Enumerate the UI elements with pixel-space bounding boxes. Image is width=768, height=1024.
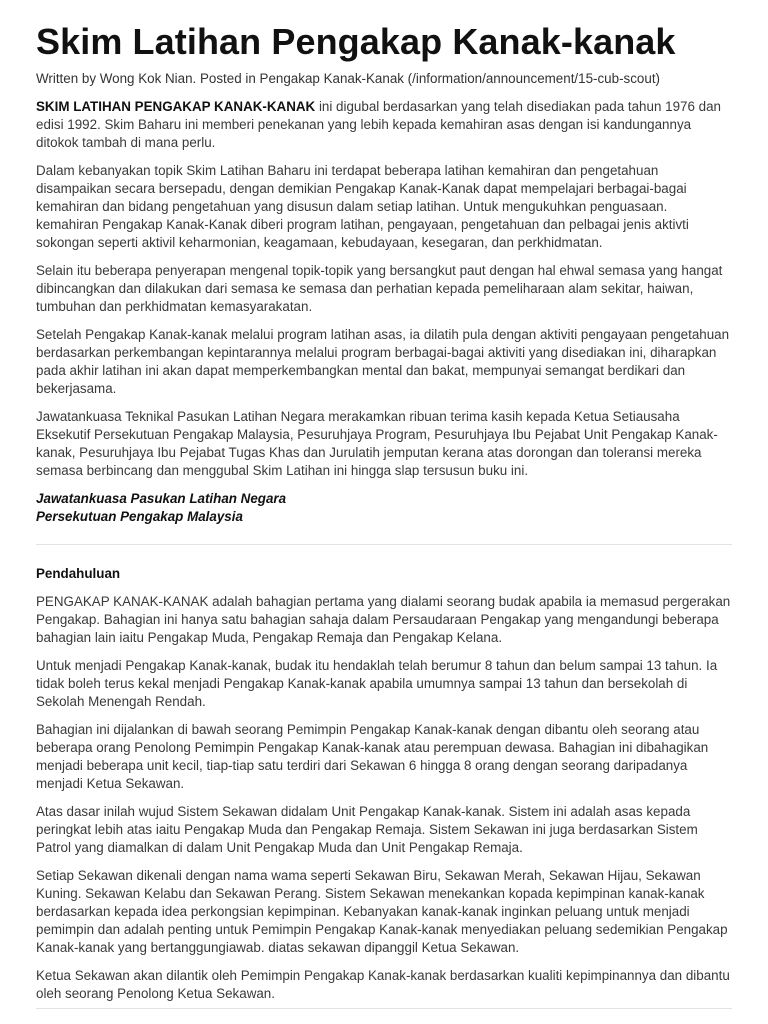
section-paragraph: Setiap Sekawan dikenali dengan nama wama seperti Sekawan Biru, Sekawan Merah, Sekawan Hijau, Sekawan Kuning. Sekawan Kelabu dan Sekawan Perang. Sistem Sekawan menekankan kopada kepimpinan kanak-kanak berdasarkan kepada idea perkongsian kepimpinan. Kebanyakan kanak-kanak inginkan peluang untuk menjadi pemimpin dan adalah penting untuk Pemimpin Pengakap Kanak-kanak menyediakan peluang sedemikian Pengakap Kanak-kanak yang bertanggungiawab. diatas sekawan dipanggil Ketua Sekawan. [36,868,728,955]
section-paragraph: Bahagian ini dijalankan di bawah seorang Pemimpin Pengakap Kanak-kanak dengan dibantu oleh seorang atau beberapa orang Penolong Pemimpin Pengakap Kanak-kanak atau perempuan dewasa. Bahagian ini dibahagikan menjadi beberapa unit kecil, tiap-tiap satu terdiri dari Sekawan 6 hingga 8 orang dengan seorang daripadanya menjadi Ketua Sekawan. [36,722,709,791]
article-byline: Written by Wong Kok Nian. Posted in Pengakap Kanak-Kanak (/information/announcement/15-cub-scout) [36,71,661,86]
section-paragraph: Ketua Sekawan akan dilantik oleh Pemimpin Pengakap Kanak-kanak berdasarkan kualiti kepimpinannya dan dibantu oleh seorang Penolong Ketua Sekawan. [36,968,730,1001]
intro-lead-rest: ini digubal berdasarkan yang telah disediakan pada tahun 1976 dan edisi 1992. Skim Baharu ini memberi penekanan yang lebih kepada kemahiran asas dengan isi kandungannya ditokok tambah di mana perlu. [36,99,721,150]
section-paragraph: Atas dasar inilah wujud Sistem Sekawan didalam Unit Pengakap Kanak-kanak. Sistem ini adalah asas kepada peringkat lebih atas iaitu Pengakap Muda dan Pengakap Remaja. Sistem Sekawan ini juga berdasarkan Sistem Patrol yang diamalkan di dalam Unit Pengakap Muda dan Unit Pengakap Remaja. [36,804,698,855]
signature-line-1: Jawatankuasa Pasukan Latihan Negara [36,491,287,506]
article [36,18,732,1003]
section-heading: Pendahuluan [36,566,121,581]
section-paragraph: PENGAKAP KANAK-KANAK adalah bahagian pertama yang dialami seorang budak apabila ia memasud pergerakan Pengakap. Bahagian ini hanya satu bahagian sahaja dalam Persaudaraan Pengakap yang mengandungi beberapa bahagian lain iaitu Pengakap Muda, Pengakap Remaja dan Pengakap Kelana. [36,594,731,645]
section-divider [36,544,732,545]
section-paragraph: Untuk menjadi Pengakap Kanak-kanak, budak itu hendaklah telah berumur 8 tahun dan belum sampai 13 tahun. Ia tidak boleh terus kekal menjadi Pengakap Kanak-kanak apabila umumnya sampai 13 tahun dan bersekolah di Sekolah Menengah Rendah. [36,658,718,709]
signature-block [36,490,732,526]
signature-line-2: Persekutuan Pengakap Malaysia [36,509,243,524]
body-paragraph: Jawatankuasa Teknikal Pasukan Latihan Negara merakamkan ribuan terima kasih kepada Ketua Setiausaha Eksekutif Persekutuan Pengakap Malaysia, Pesuruhjaya Program, Pesuruhjaya Ibu Pejabat Unit Pengakap Kanak-kanak, Pesuruhjaya Ibu Pejabat Tugas Khas dan Jurulatih jemputan kerana atas dorongan dan toleransi mereka semasa berbincang dan menggubal Skim Latihan ini hingga slap tersusun buku ini. [36,409,718,478]
bottom-divider [36,1008,732,1009]
page-title: Skim Latihan Pengakap Kanak-kanak [36,21,676,62]
body-paragraph: Selain itu beberapa penyerapan mengenal topik-topik yang bersangkut paut dengan hal ehwal semasa yang hangat dibincangkan dan dilakukan dari semasa ke semasa dan perhatian kepada pemeliharaan alam sekitar, haiwan, tumbuhan dan perkhidmatan kemasyarakatan. [36,263,723,314]
intro-paragraph [36,98,732,152]
body-paragraph: Dalam kebanyakan topik Skim Latihan Baharu ini terdapat beberapa latihan kemahiran dan pengetahuan disampaikan secara bersepadu, dengan demikian Pengakap Kanak-Kanak dapat mempelajari berbagai-bagai kemahiran dan bidang pengetahuan yang disusun dalam setiap latihan. Untuk mengukuhkan penguasaan. kemahiran Pengakap Kanak-Kanak diberi program latihan, pengayaan, pengetahuan dan pelbagai jenis aktivti sokongan seperti aktivil keharmonian, keagamaan, kebudayaan, kesegaran, dan perkhidmatan. [36,163,689,250]
body-paragraph: Setelah Pengakap Kanak-kanak melalui program latihan asas, ia dilatih pula dengan aktiviti pengayaan pengetahuan berdasarkan perkembangan kepintarannya melalui program berbagai-bagai aktiviti yang disediakan ini, diharapkan pada akhir latihan ini akan dapat memperkembangkan mental dan bakat, mempunyai semangat berdikari dan bekerjasama. [36,327,730,396]
intro-lead-bold: SKIM LATIHAN PENGAKAP KANAK-KANAK [36,99,316,114]
